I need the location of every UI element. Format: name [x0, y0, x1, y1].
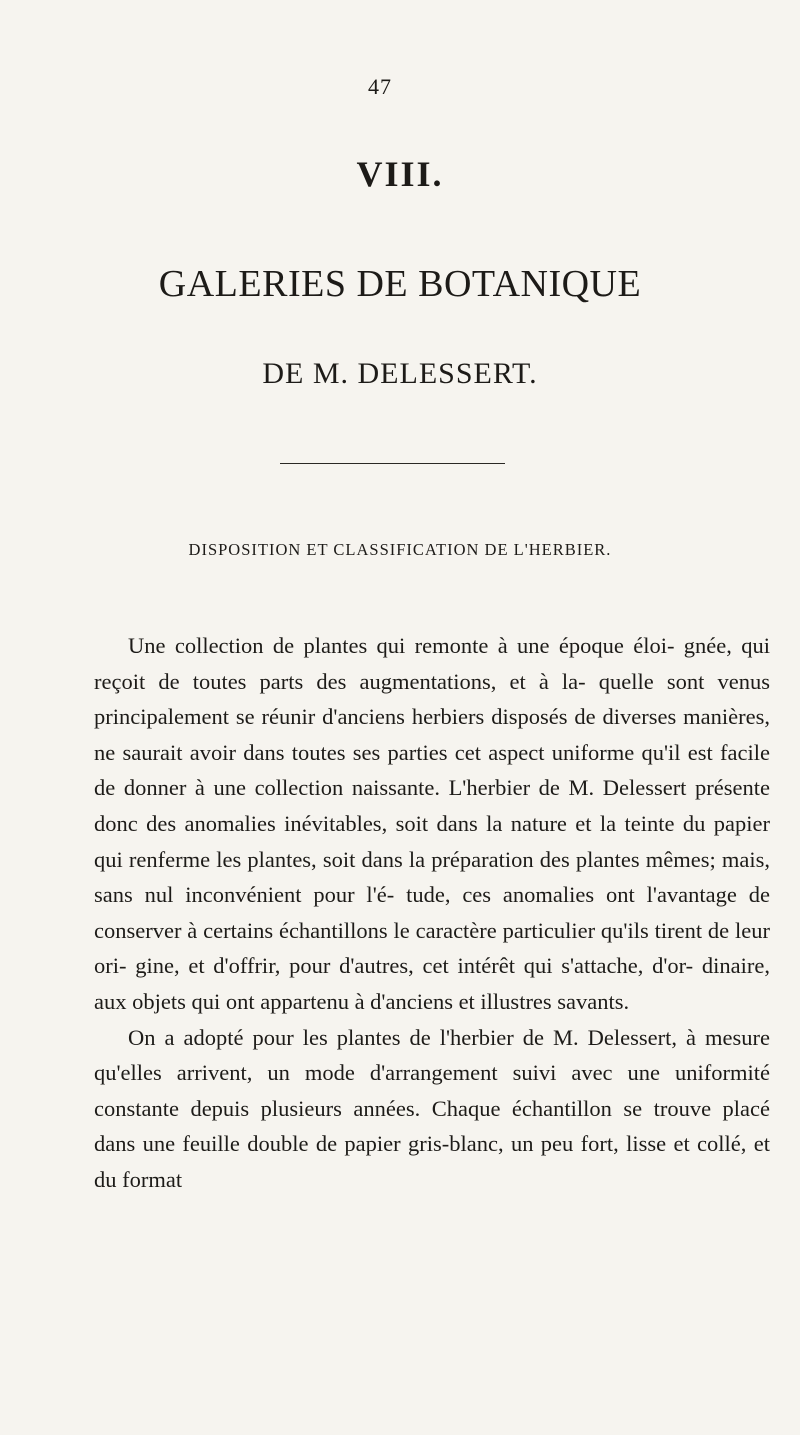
chapter-number: VIII. — [356, 154, 444, 194]
paragraph: On a adopté pour les plantes de l'herbier de M. Delessert, à mesure qu'elles arrivent, un mode d'arrangement suivi avec une uniformité constante depuis plusieurs années. Chaque échantillon se trouve placé dans une feuille double de papier gris-blanc, un peu fort, lisse et collé, et du format — [94, 1024, 770, 1192]
body-text — [94, 628, 770, 1198]
page-number: 47 — [368, 74, 392, 99]
paragraph: Une collection de plantes qui remonte à une époque éloi- gnée, qui reçoit de toutes parts des augmentations, et à la- quelle sont venus principalement se réunir d'anciens herbiers disposés de diverses manières, ne saurait avoir dans toutes ses parties cet aspect uniforme qu'il est facile de donner à une collection naissante. L'herbier de M. Delessert présente donc des anomalies inévitables, soit dans la nature et la teinte du papier qui renferme les plantes, soit dans la préparation des plantes mêmes; mais, sans nul inconvénient pour l'é- tude, ces anomalies ont l'avantage de conserver à certains échantillons le caractère particulier qu'ils tirent de leur ori- gine, et d'offrir, pour d'autres, cet intérêt qui s'attache, d'or- dinaire, aux objets qui ont appartenu à d'anciens et illustres savants. — [94, 633, 770, 1014]
title-divider-rule — [280, 463, 505, 464]
chapter-title: GALERIES DE BOTANIQUE — [158, 263, 642, 305]
chapter-title-subline: DE M. DELESSERT. — [262, 357, 538, 390]
section-subtitle: DISPOSITION ET CLASSIFICATION DE L'HERBIER. — [188, 540, 612, 559]
